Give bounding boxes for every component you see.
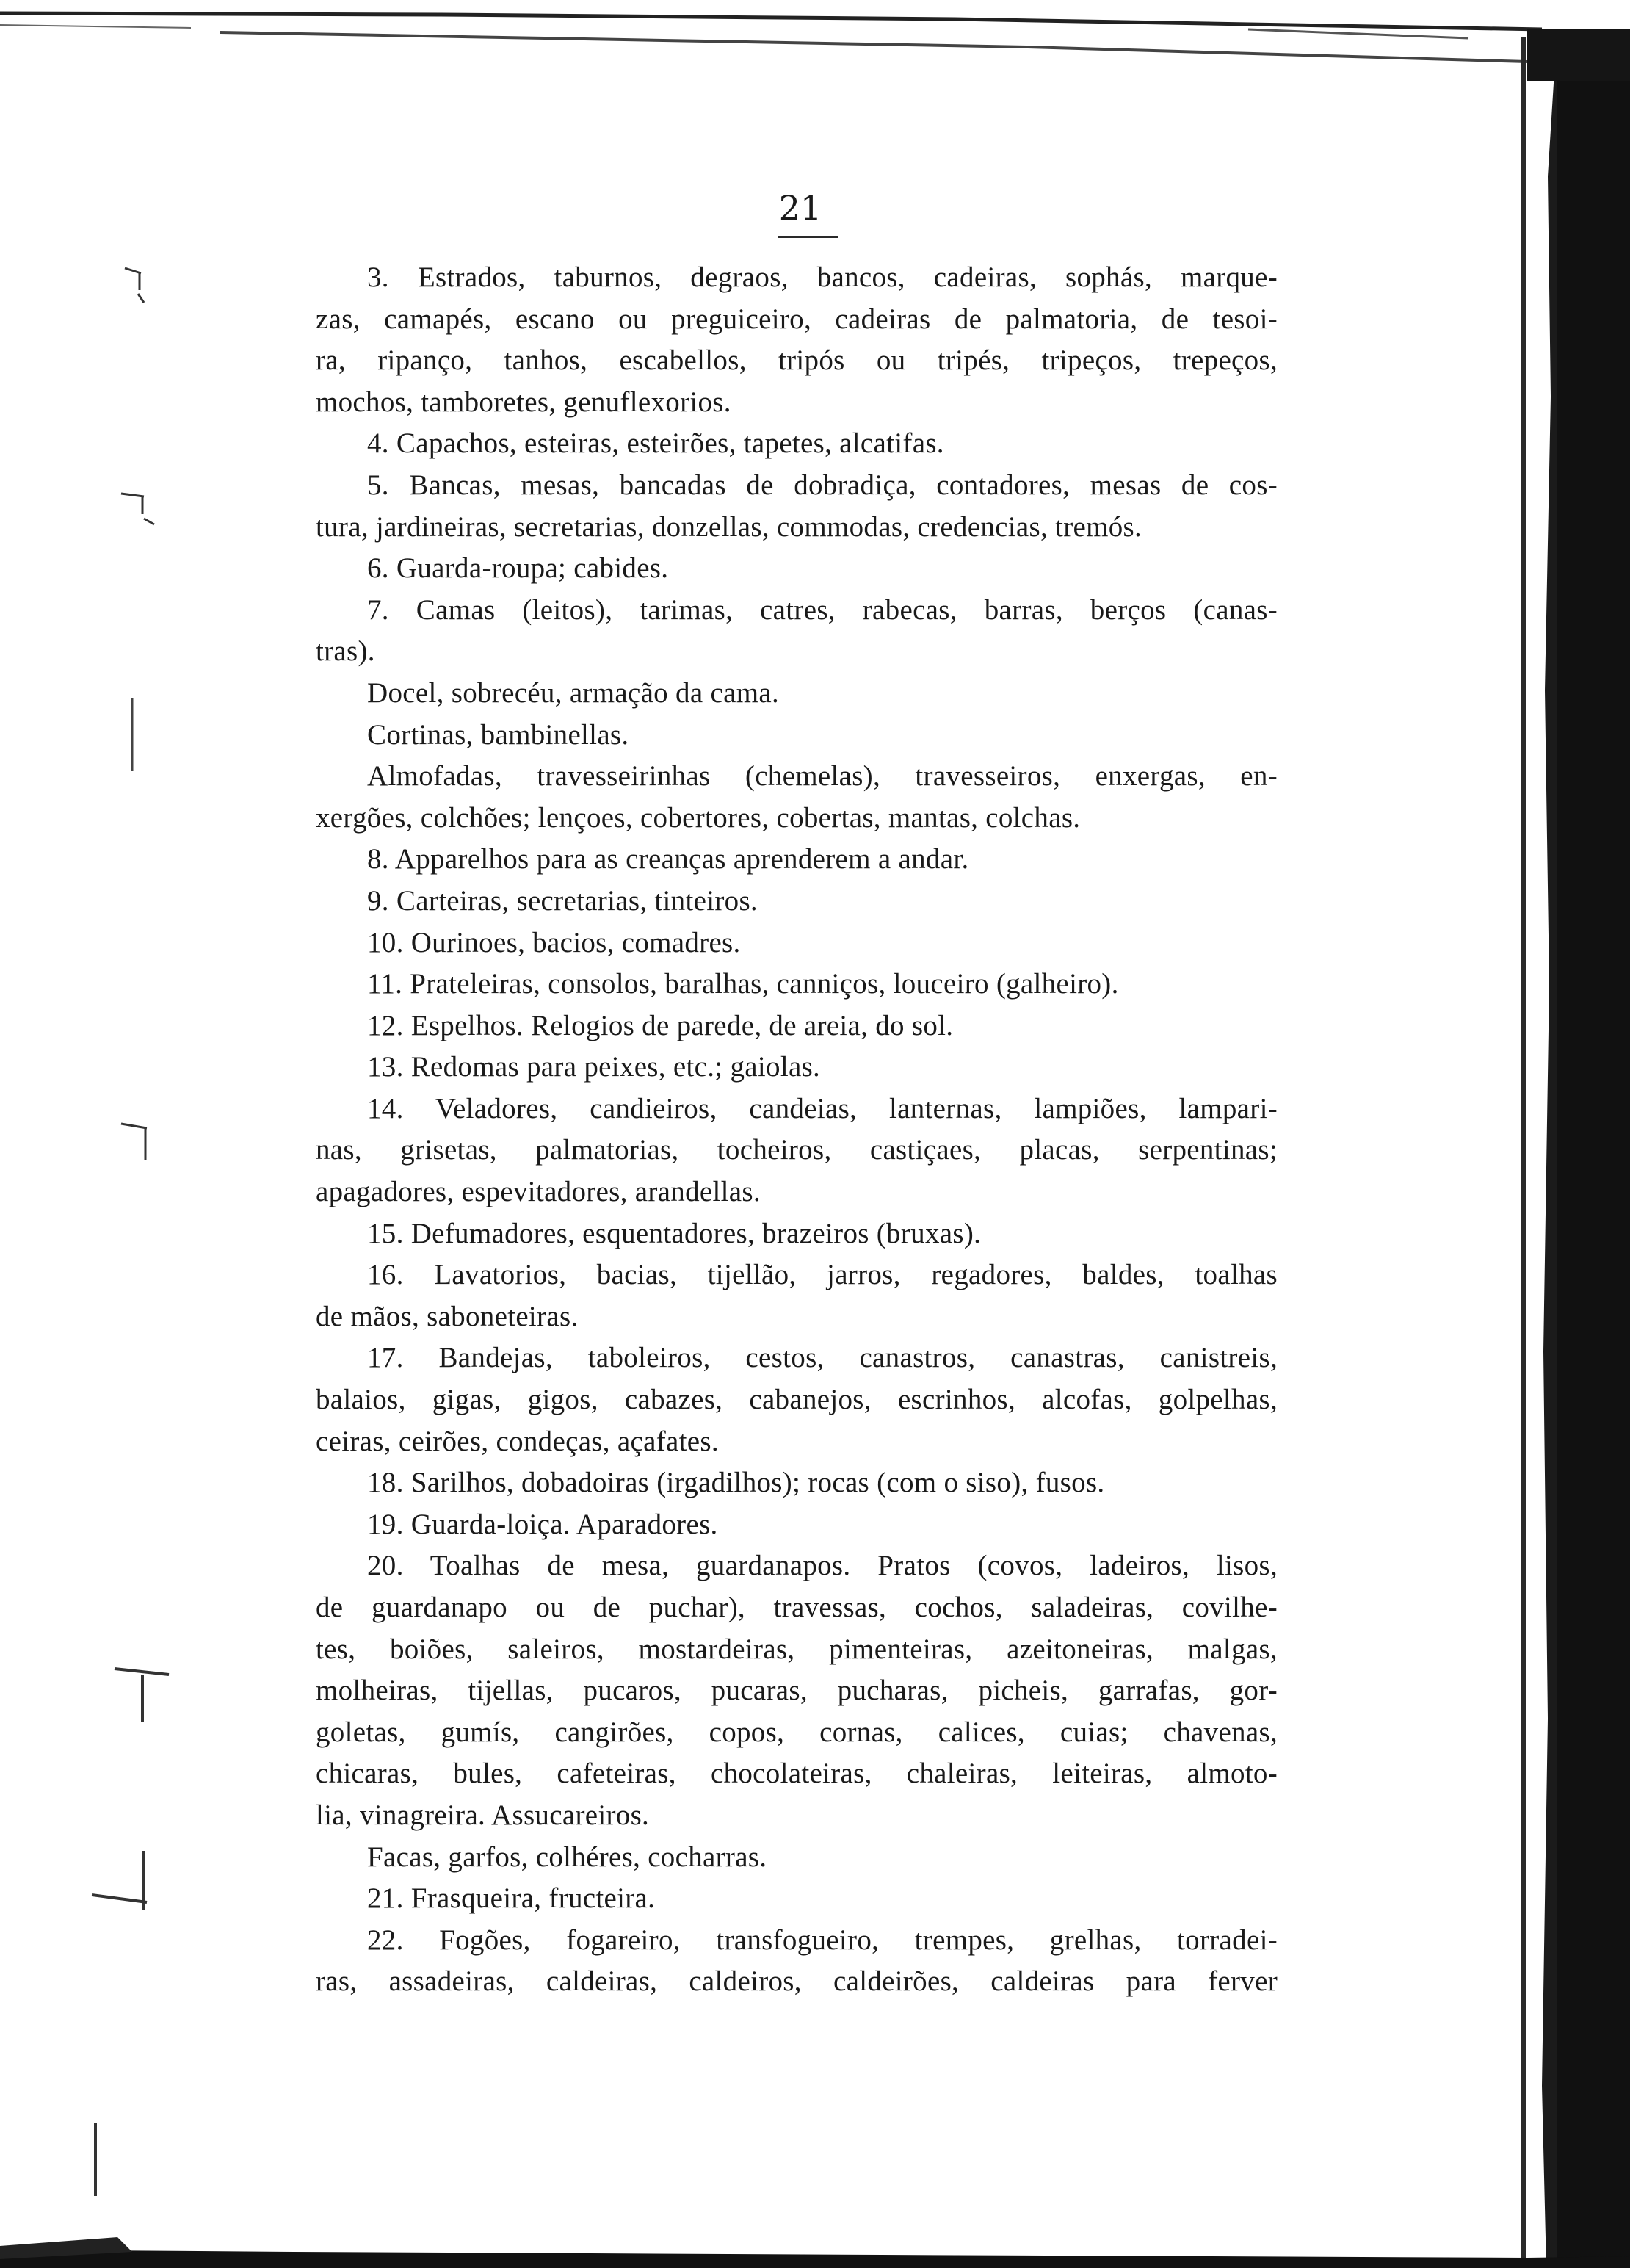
text-line: 14. Veladores, candieiros, candeias, lanternas, lampiões, lampari- [367, 1092, 1278, 1124]
text-line: 5. Bancas, mesas, bancadas de dobradiça, contadores, mesas de cos- [367, 469, 1278, 501]
text-line: 15. Defumadores, esquentadores, brazeiros (bruxas). [367, 1217, 982, 1249]
text-line: molheiras, tijellas, pucaros, pucaras, pucharas, picheis, garrafas, gor- [316, 1675, 1278, 1707]
text-line: Facas, garfos, colhéres, cocharras. [367, 1841, 767, 1873]
text-line: tura, jardineiras, secretarias, donzellas, commodas, credencias, tremós. [316, 510, 1142, 543]
text-line: 4. Capachos, esteiras, esteirões, tapetes, alcatifas. [367, 427, 944, 460]
text-line: 18. Sarilhos, dobadoiras (irgadilhos); rocas (com o siso), fusos. [367, 1467, 1105, 1499]
text-line: balaios, gigas, gigos, cabazes, cabanejos, escrinhos, alcofas, golpelhas, [316, 1384, 1278, 1416]
text-line: Almofadas, travesseirinhas (chemelas), travesseiros, enxergas, en- [367, 760, 1278, 792]
text-line: 20. Toalhas de mesa, guardanapos. Pratos (covos, ladeiros, lisos, [367, 1550, 1278, 1582]
text-line: de mãos, saboneteiras. [316, 1300, 579, 1332]
text-line: 9. Carteiras, secretarias, tinteiros. [367, 884, 758, 917]
text-line: nas, grisetas, palmatorias, tocheiros, castiçaes, placas, serpentinas; [316, 1134, 1278, 1166]
text-line: 6. Guarda-roupa; cabides. [367, 552, 669, 585]
text-line: lia, vinagreira. Assucareiros. [316, 1799, 650, 1831]
text-line: xergões, colchões; lençoes, cobertores, cobertas, mantas, colchas. [316, 801, 1081, 834]
page-number: 21 [778, 188, 822, 228]
text-line: ceiras, ceirões, condeças, açafates. [316, 1425, 719, 1457]
page-number-rule [778, 236, 838, 238]
text-line: 3. Estrados, taburnos, degraos, bancos, cadeiras, sophás, marque- [367, 261, 1278, 293]
text-line: 21. Frasqueira, fructeira. [367, 1882, 656, 1915]
text-line: ra, ripanço, tanhos, escabellos, tripós ou tripés, tripeços, trepeços, [316, 344, 1278, 377]
text-line: tes, boiões, saleiros, mostardeiras, pimenteiras, azeitoneiras, malgas, [316, 1633, 1278, 1665]
text-line: zas, camapés, escano ou preguiceiro, cadeiras de palmatoria, de tesoi- [316, 303, 1278, 335]
scan-right-edge [1513, 29, 1630, 2268]
text-line: Docel, sobrecéu, armação da cama. [367, 676, 780, 709]
text-line: goletas, gumís, cangirões, copos, cornas, calices, cuias; chavenas, [316, 1716, 1278, 1748]
text-line: 8. Apparelhos para as creanças aprenderem a andar. [367, 843, 969, 875]
page-body-text [316, 257, 1278, 2003]
margin-marks [0, 0, 191, 2268]
text-line: de guardanapo ou de puchar), travessas, cochos, saladeiras, covilhe- [316, 1592, 1278, 1623]
text-line: 12. Espelhos. Relogios de parede, de areia, do sol. [367, 1009, 954, 1041]
text-line: Cortinas, bambinellas. [367, 718, 629, 751]
text-line: apagadores, espevitadores, arandellas. [316, 1176, 761, 1208]
text-line: ras, assadeiras, caldeiras, caldeiros, caldeirões, caldeiras para ferver [316, 1965, 1278, 1998]
text-line: 22. Fogões, fogareiro, transfogueiro, trempes, grelhas, torradei- [367, 1924, 1278, 1956]
text-line: 13. Redomas para peixes, etc.; gaiolas. [367, 1051, 821, 1083]
text-line: 11. Prateleiras, consolos, baralhas, canniços, louceiro (galheiro). [367, 968, 1119, 1000]
text-line: 17. Bandejas, taboleiros, cestos, canastros, canastras, canistreis, [367, 1342, 1278, 1374]
scan-top-rule [0, 0, 1630, 81]
text-line: 16. Lavatorios, bacias, tijellão, jarros, regadores, baldes, toalhas [367, 1259, 1278, 1291]
text-line: 19. Guarda-loiça. Aparadores. [367, 1508, 718, 1540]
text-line: chicaras, bules, cafeteiras, chocolateiras, chaleiras, leiteiras, almoto- [316, 1758, 1278, 1790]
text-line: mochos, tamboretes, genuflexorios. [316, 386, 731, 418]
text-line: tras). [316, 635, 375, 668]
text-line: 7. Camas (leitos), tarimas, catres, rabecas, barras, berços (canas- [367, 593, 1278, 626]
scan-bottom-edge [0, 2165, 1630, 2268]
text-line: 10. Ourinoes, bacios, comadres. [367, 926, 741, 958]
